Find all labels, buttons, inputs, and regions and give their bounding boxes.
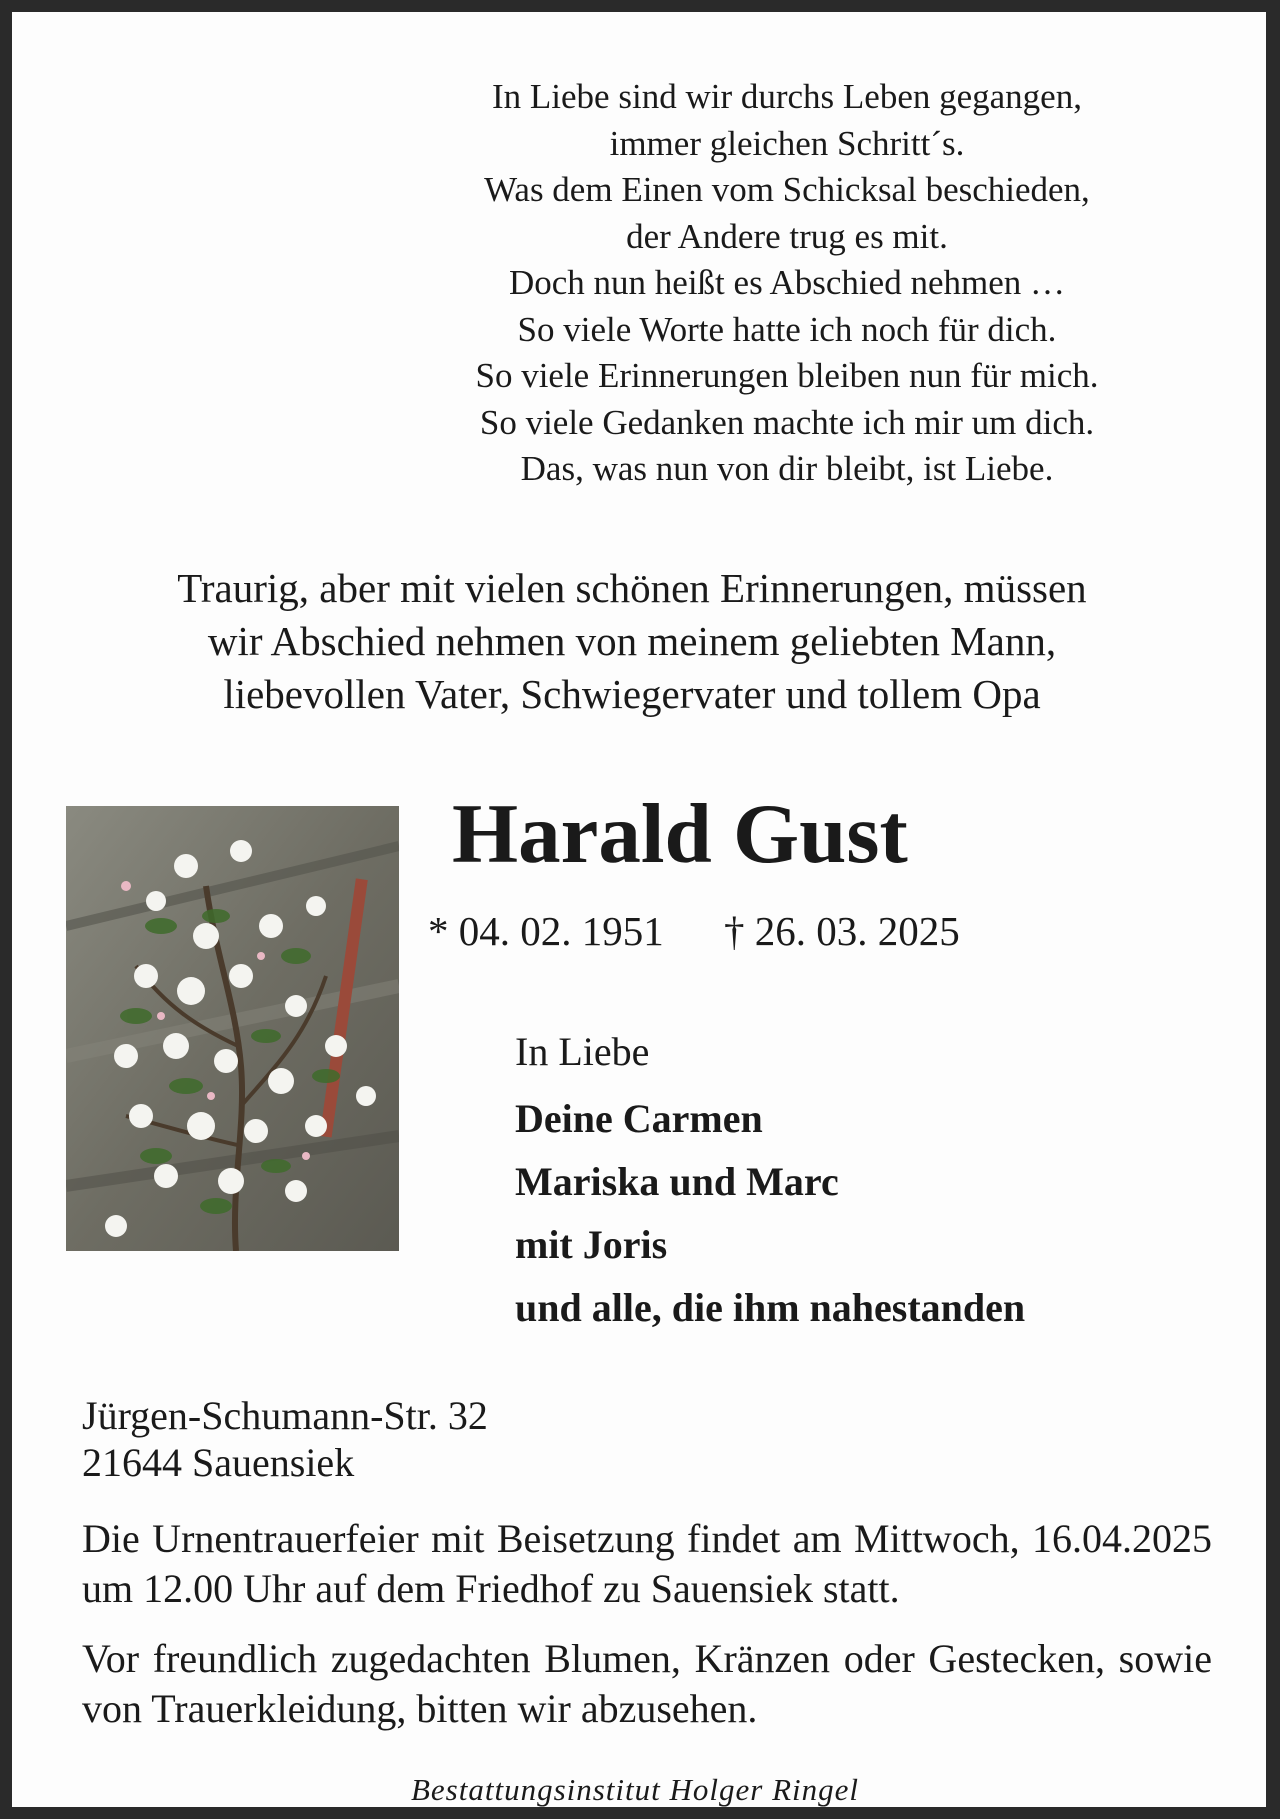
life-dates bbox=[428, 906, 960, 956]
mourners-lead: In Liebe bbox=[515, 1029, 650, 1074]
poem-line: Was dem Einen vom Schicksal beschieden, bbox=[484, 170, 1090, 209]
intro-line: liebevollen Vater, Schwiegervater und tollem Opa bbox=[223, 671, 1041, 717]
mourners-block bbox=[515, 1020, 1215, 1339]
bottom-border bbox=[12, 1807, 1266, 1819]
intro-line: wir Abschied nehmen von meinem geliebten Mann, bbox=[207, 618, 1057, 664]
address-city: 21644 Sauensiek bbox=[82, 1440, 355, 1485]
poem-line: immer gleichen Schritt´s. bbox=[609, 123, 965, 163]
mourner-line: und alle, die ihm nahestanden bbox=[515, 1285, 1026, 1330]
obituary-sheet bbox=[12, 12, 1266, 1819]
poem-line: So viele Gedanken machte ich mir um dich. bbox=[479, 402, 1095, 442]
poem-line: So viele Erinnerungen bleiben nun für mich. bbox=[475, 356, 1099, 395]
mourner-line: Mariska und Marc bbox=[515, 1159, 839, 1204]
address bbox=[82, 1392, 488, 1486]
mourner-line: Deine Carmen bbox=[515, 1096, 763, 1141]
poem-line: In Liebe sind wir durchs Leben gegangen, bbox=[492, 77, 1082, 116]
blossom-image bbox=[66, 806, 399, 1251]
death-date: † 26. 03. 2025 bbox=[724, 908, 960, 954]
poem-line: Doch nun heißt es Abschied nehmen … bbox=[508, 263, 1065, 302]
poem-line: der Andere trug es mit. bbox=[626, 216, 948, 256]
ceremony-text: Die Urnentrauerfeier mit Beisetzung findet am Mittwoch, 16.04.2025 um 12.00 Uhr auf dem Friedhof zu Sauensiek statt. bbox=[82, 1516, 1212, 1611]
poem-line: Das, was nun von dir bleibt, ist Liebe. bbox=[520, 449, 1054, 488]
request-text: Vor freundlich zugedachten Blumen, Kränzen oder Gestecken, sowie von Trauerkleidung, bitten wir abzusehen. bbox=[82, 1636, 1212, 1731]
intro-line: Traurig, aber mit vielen schönen Erinnerungen, müssen bbox=[177, 565, 1087, 611]
deceased-name: Harald Gust bbox=[452, 787, 908, 881]
apple-blossom-photo bbox=[66, 806, 399, 1251]
birth-date: * 04. 02. 1951 bbox=[428, 908, 664, 954]
mourner-line: mit Joris bbox=[515, 1222, 668, 1267]
poem-line: So viele Worte hatte ich noch für dich. bbox=[517, 309, 1057, 349]
funeral-home: Bestattungsinstitut Holger Ringel bbox=[305, 1770, 965, 1819]
intro-text bbox=[32, 562, 1232, 721]
poem bbox=[312, 74, 1262, 493]
address-street: Jürgen-Schumann-Str. 32 bbox=[82, 1393, 488, 1438]
